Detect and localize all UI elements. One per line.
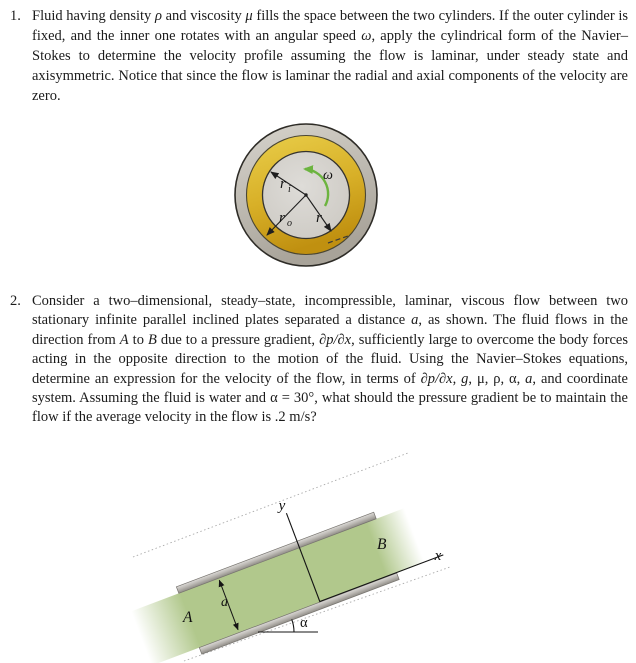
angle-label: α <box>300 615 308 631</box>
inner-radius-label: r <box>280 176 286 192</box>
outer-radius-subscript: o <box>287 218 292 229</box>
angle-arc <box>292 619 294 632</box>
radius-label: r <box>316 210 322 226</box>
outer-radius-label: r <box>279 210 285 226</box>
x-axis-label: x <box>434 548 442 564</box>
figure-inclined-plates <box>100 443 460 663</box>
y-axis-label: y <box>278 498 286 514</box>
figure-concentric-cylinders <box>230 116 386 276</box>
inner-radius-subscript: i <box>288 184 291 195</box>
problem-2-number: 2. <box>10 293 21 309</box>
problem-1-number: 1. <box>10 8 21 24</box>
omega-label: ω <box>323 168 333 183</box>
problem-2 <box>10 292 628 428</box>
problem-1-text: Fluid having density ρ and viscosity μ fills the space between the two cylinders. If the outer cylinder is fixed, and the inner one rotates with an angular speed ω, apply the cylindrical form of the Navier–Stokes to determine the velocity profile assuming the flow is laminar, under steady state and axisymmetric. Notice that since the flow is laminar the radial and axial components of the velocity are zero. <box>32 8 628 104</box>
problem-1 <box>10 6 628 106</box>
problem-2-text: Consider a two–dimensional, steady–state, incompressible, laminar, viscous flow between two stationary infinite parallel inclined plates separated a distance a, as shown. The fluid flows in the direction from A to B due to a pressure gradient, ∂p/∂x, sufficiently large to overcome the body forces acting in the opposite direction to the motion of the fluid. Using the Navier–Stokes equations, determine an expression for the velocity of the flow, in terms of ∂p/∂x, g, μ, ρ, α, a, and coordinate system. Assuming the fluid is water and α = 30°, what should the pressure gradient be to maintain the flow if the average velocity in the flow is .2 m/s? <box>32 293 628 426</box>
point-b-label: B <box>377 536 387 553</box>
gap-label: a <box>221 595 228 610</box>
point-a-label: A <box>183 609 193 626</box>
center-point <box>304 193 307 196</box>
